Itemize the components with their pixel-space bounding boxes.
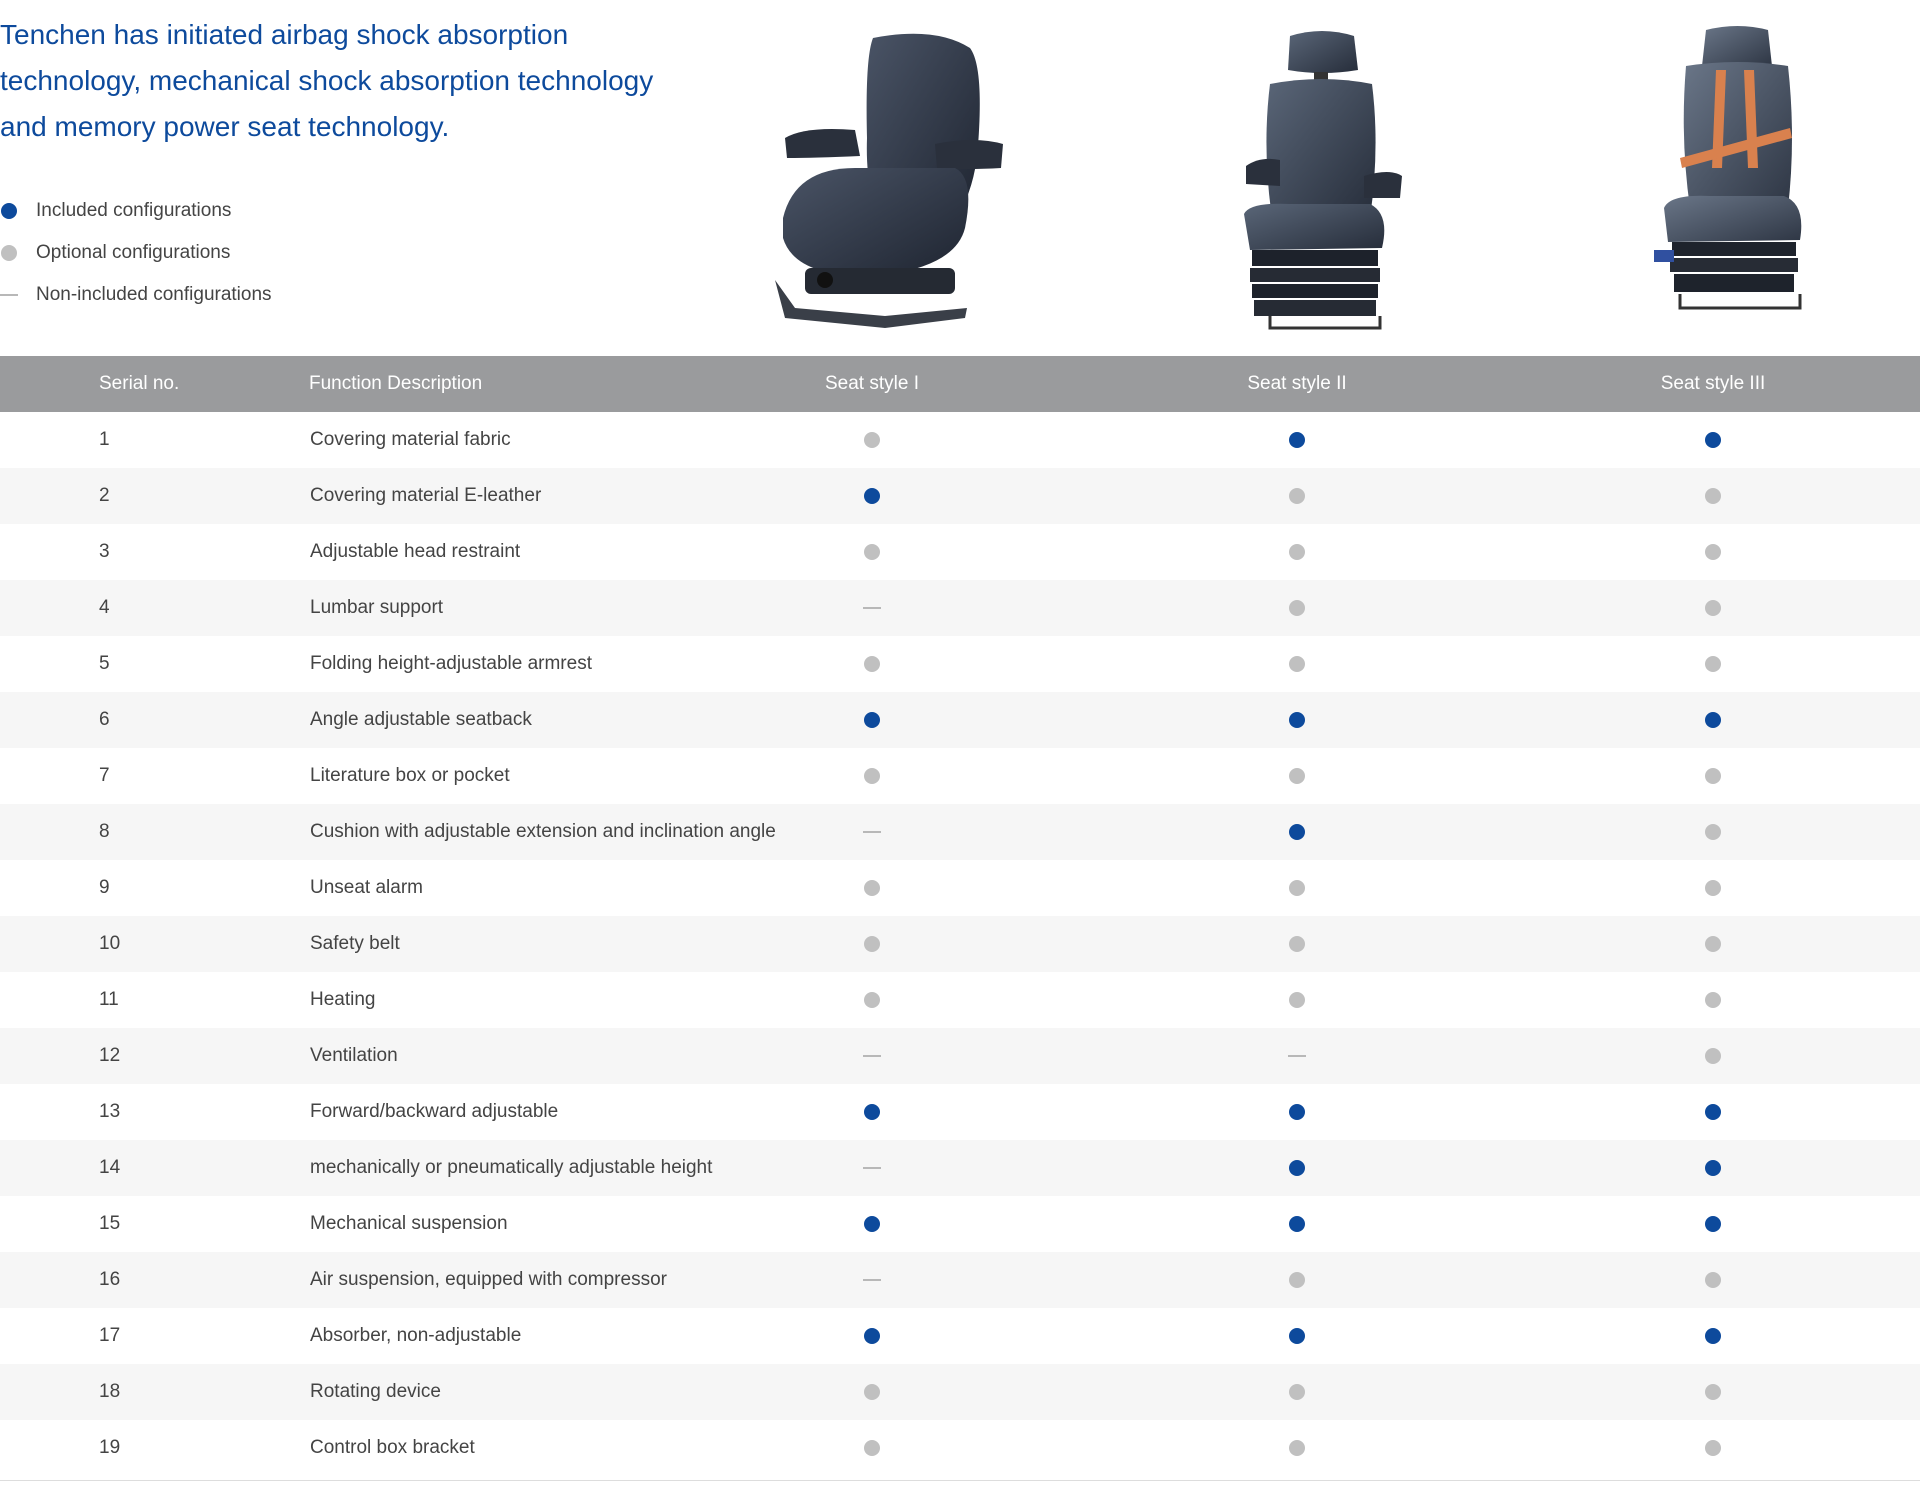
seat-3-status [1613,412,1813,468]
row-description: Absorber, non-adjustable [310,1325,522,1346]
optional-dot-icon [1289,936,1305,952]
optional-dot-icon [1289,992,1305,1008]
seat-1-status [772,692,972,748]
included-dot-icon [1289,1104,1305,1120]
dash-icon [1288,1055,1306,1057]
included-dot-icon [864,1216,880,1232]
row-description: Adjustable head restraint [310,541,521,562]
seat-2-status [1197,748,1397,804]
optional-dot-icon [1705,600,1721,616]
seat-3-status [1613,636,1813,692]
seat-3-status [1613,916,1813,972]
seat-1-status [772,1084,972,1140]
header-seat-3: Seat style III [1660,373,1766,394]
seat-3-status [1613,692,1813,748]
seat-1-status [772,524,972,580]
table-row [0,1028,1920,1084]
included-dot-icon [1289,824,1305,840]
optional-dot-icon [1289,880,1305,896]
row-description: Forward/backward adjustable [310,1101,559,1122]
seat-1-status [772,1028,972,1084]
optional-dot-icon [864,656,880,672]
included-dot-icon [864,1104,880,1120]
seat-3-status [1613,1252,1813,1308]
included-dot-icon [864,488,880,504]
optional-dot-icon [1705,936,1721,952]
legend-non-included-label: Non-included configurations [36,284,272,305]
seat-3-status [1613,804,1813,860]
optional-dot-icon [1705,992,1721,1008]
dash-icon [863,607,881,609]
row-serial: 10 [99,933,121,954]
seat-2-status [1197,860,1397,916]
seat-3-status [1613,1196,1813,1252]
seat-2-illustration [1230,18,1410,330]
seat-1-status [772,1196,972,1252]
seat-2-status [1197,916,1397,972]
intro-line-3: and memory power seat technology. [0,111,450,142]
row-serial: 13 [99,1101,121,1122]
seat-style-2-image [1230,18,1410,330]
table-row [0,692,1920,748]
seat-1-status [772,916,972,972]
row-serial: 14 [99,1157,121,1178]
optional-dot-icon [864,880,880,896]
seat-1-status [772,748,972,804]
included-dot-icon [864,1328,880,1344]
seat-2-status [1197,1308,1397,1364]
header-serial: Serial no. [99,373,180,394]
row-serial: 8 [99,821,110,842]
included-dot-icon [1289,1160,1305,1176]
included-dot-icon [1705,1216,1721,1232]
row-description: Unseat alarm [310,877,423,898]
row-serial: 6 [99,709,110,730]
header-function: Function Description [309,373,483,394]
legend-optional-label: Optional configurations [36,242,231,263]
seat-1-status [772,580,972,636]
optional-dot-icon [1705,1272,1721,1288]
seat-2-status [1197,1364,1397,1420]
optional-dot-icon [1289,1384,1305,1400]
row-serial: 19 [99,1437,121,1458]
optional-dot-icon [864,1440,880,1456]
row-serial: 18 [99,1381,121,1402]
intro-line-2: technology, mechanical shock absorption technology [0,65,654,96]
table-row [0,412,1920,468]
optional-dot-icon [1289,488,1305,504]
seat-3-status [1613,748,1813,804]
legend-included-label: Included configurations [36,200,232,221]
row-serial: 16 [99,1269,121,1290]
optional-dot-icon [1705,1048,1721,1064]
included-dot-icon [1289,712,1305,728]
seat-2-status [1197,524,1397,580]
optional-dot-icon [1705,488,1721,504]
table-row [0,468,1920,524]
seat-2-status [1197,1140,1397,1196]
seat-2-status [1197,972,1397,1028]
row-description: Covering material E-leather [310,485,542,506]
table-row [0,1308,1920,1364]
seat-2-status [1197,580,1397,636]
table-row [0,1196,1920,1252]
dash-icon [863,831,881,833]
seat-3-status [1613,580,1813,636]
table-row [0,1084,1920,1140]
row-serial: 5 [99,653,110,674]
seat-3-status [1613,1364,1813,1420]
row-description: Cushion with adjustable extension and inclination angle [310,821,776,842]
row-description: Control box bracket [310,1437,475,1458]
row-description: mechanically or pneumatically adjustable height [310,1157,713,1178]
table-row [0,804,1920,860]
seat-2-status [1197,692,1397,748]
seat-1-status [772,860,972,916]
row-description: Safety belt [310,933,400,954]
table-row [0,748,1920,804]
included-dot-icon [1705,1104,1721,1120]
row-description: Lumbar support [310,597,444,618]
seat-1-status [772,1420,972,1476]
optional-dot-icon [1289,600,1305,616]
dash-icon [863,1279,881,1281]
optional-dot-icon [864,992,880,1008]
row-description: Mechanical suspension [310,1213,508,1234]
included-dot-icon [1705,432,1721,448]
seat-3-status [1613,860,1813,916]
optional-dot-icon [1705,824,1721,840]
seat-images [0,18,1920,338]
row-serial: 15 [99,1213,121,1234]
seat-2-status [1197,412,1397,468]
row-serial: 4 [99,597,110,618]
seat-1-status [772,412,972,468]
seat-1-status [772,1308,972,1364]
table-body [0,412,1920,1476]
optional-dot-icon [1705,1440,1721,1456]
table-row [0,524,1920,580]
included-dot-icon [1705,1328,1721,1344]
table-header [0,356,1920,412]
seat-1-status [772,1252,972,1308]
table-bottom-divider [0,1480,1920,1481]
seat-2-status [1197,1084,1397,1140]
table-row [0,1364,1920,1420]
dash-icon [863,1055,881,1057]
seat-3-status [1613,972,1813,1028]
optional-dot-icon [864,544,880,560]
optional-dot-icon [864,936,880,952]
row-serial: 7 [99,765,110,786]
intro-line-1: Tenchen has initiated airbag shock absorption [0,19,569,50]
optional-dot-icon [864,768,880,784]
row-serial: 1 [99,429,110,450]
seat-3-status [1613,524,1813,580]
row-serial: 9 [99,877,110,898]
row-description: Air suspension, equipped with compressor [310,1269,667,1290]
optional-dot-icon [1289,656,1305,672]
row-description: Covering material fabric [310,429,511,450]
seat-2-status [1197,1196,1397,1252]
table-row [0,916,1920,972]
seat-3-status [1613,1028,1813,1084]
seat-style-1-image [765,18,1005,330]
row-serial: 3 [99,541,110,562]
optional-dot-icon [864,1384,880,1400]
optional-dot-icon [1289,768,1305,784]
row-description: Rotating device [310,1381,441,1402]
seat-1-status [772,1140,972,1196]
optional-dot-icon [1705,544,1721,560]
seat-3-status [1613,468,1813,524]
seat-3-status [1613,1308,1813,1364]
seat-1-illustration [765,18,1005,330]
row-description: Angle adjustable seatback [310,709,532,730]
seat-3-status [1613,1420,1813,1476]
seat-3-status [1613,1140,1813,1196]
included-dot-icon [1289,432,1305,448]
seat-2-status [1197,636,1397,692]
header-seat-2: Seat style II [1247,373,1347,394]
optional-dot-icon [1705,656,1721,672]
seat-2-status [1197,1028,1397,1084]
seat-1-status [772,468,972,524]
included-dot-icon [1705,712,1721,728]
seat-2-status [1197,1252,1397,1308]
optional-dot-icon [1289,544,1305,560]
seat-3-illustration [1650,18,1820,330]
optional-dot-icon [1705,880,1721,896]
table-row [0,1140,1920,1196]
row-description: Ventilation [310,1045,398,1066]
optional-dot-icon [1705,1384,1721,1400]
optional-dot-icon [864,432,880,448]
configuration-table [0,356,1920,1476]
seat-2-status [1197,804,1397,860]
row-description: Folding height-adjustable armrest [310,653,592,674]
optional-dot-icon [1289,1272,1305,1288]
included-dot-icon [1705,1160,1721,1176]
included-dot-icon [1289,1328,1305,1344]
table-row [0,636,1920,692]
row-serial: 11 [99,989,119,1010]
header-seat-1: Seat style I [825,373,919,394]
row-description: Heating [310,989,376,1010]
table-row [0,1252,1920,1308]
dash-icon [863,1167,881,1169]
seat-1-status [772,1364,972,1420]
seat-2-status [1197,468,1397,524]
row-serial: 2 [99,485,110,506]
row-serial: 17 [99,1325,121,1346]
table-row [0,580,1920,636]
table-row [0,860,1920,916]
table-row [0,972,1920,1028]
row-serial: 12 [99,1045,121,1066]
seat-2-status [1197,1420,1397,1476]
included-dot-icon [864,712,880,728]
included-dot-icon [1289,1216,1305,1232]
seat-1-status [772,804,972,860]
table-row [0,1420,1920,1476]
row-description: Literature box or pocket [310,765,510,786]
optional-dot-icon [1705,768,1721,784]
seat-3-status [1613,1084,1813,1140]
seat-1-status [772,972,972,1028]
seat-style-3-image [1650,18,1820,330]
seat-1-status [772,636,972,692]
optional-dot-icon [1289,1440,1305,1456]
